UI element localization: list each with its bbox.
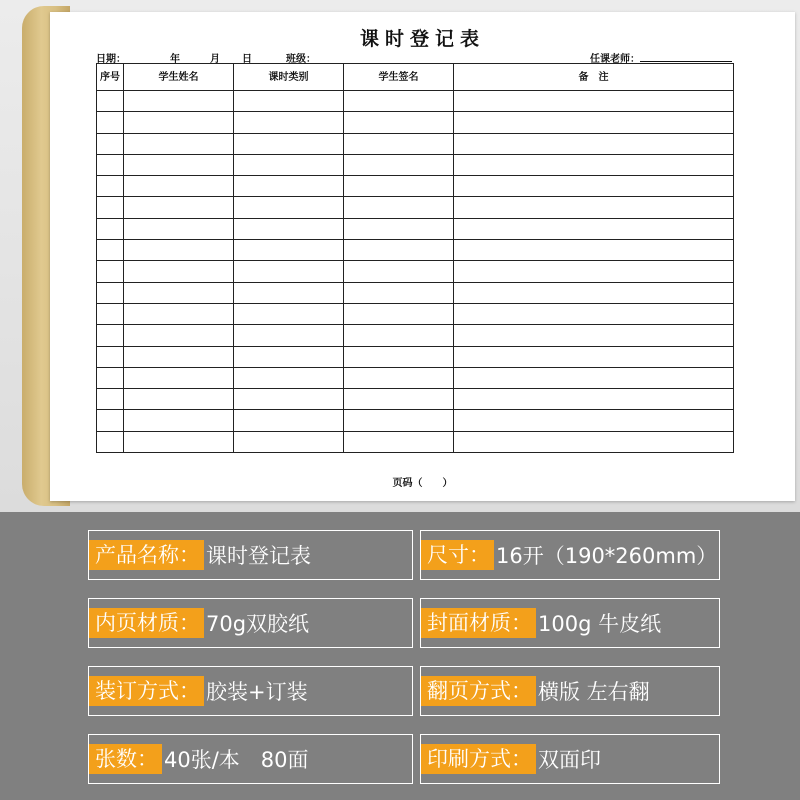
table-cell <box>124 240 234 261</box>
spec-value: 胶装+订装 <box>206 680 308 704</box>
table-cell <box>234 367 344 388</box>
table-row <box>97 112 734 133</box>
table-cell <box>344 346 454 367</box>
table-cell <box>344 91 454 112</box>
spec-value: 课时登记表 <box>206 544 311 568</box>
spec-sheet-count <box>88 734 413 784</box>
spec-page-turn <box>420 666 720 716</box>
table-cell <box>234 282 344 303</box>
spec-size <box>420 530 720 580</box>
table-cell <box>344 303 454 324</box>
table-cell <box>234 218 344 239</box>
table-row <box>97 410 734 431</box>
teacher-label-text: 任课老师： <box>590 54 640 65</box>
table-cell <box>454 261 734 282</box>
spec-binding-method <box>88 666 413 716</box>
table-cell <box>344 154 454 175</box>
table-cell <box>97 389 124 410</box>
table-cell <box>234 303 344 324</box>
col-header-number: 序号 <box>97 64 124 91</box>
table-row <box>97 325 734 346</box>
spec-label: 产品名称： <box>89 540 204 570</box>
table-cell <box>124 389 234 410</box>
spec-label: 翻页方式： <box>421 676 536 706</box>
table-cell <box>124 218 234 239</box>
col-header-student-signature: 学生签名 <box>344 64 454 91</box>
table-cell <box>344 112 454 133</box>
table-cell <box>234 431 344 452</box>
table-row <box>97 389 734 410</box>
spec-label: 封面材质： <box>421 608 536 638</box>
table-row <box>97 261 734 282</box>
table-cell <box>124 282 234 303</box>
table-cell <box>234 176 344 197</box>
date-label: 日期： <box>96 54 126 65</box>
page-number-label: 页码（ ） <box>392 478 453 489</box>
table-cell <box>97 240 124 261</box>
table-cell <box>344 240 454 261</box>
spec-value: 70g双胶纸 <box>206 612 310 636</box>
form-title: 课时登记表 <box>359 28 485 50</box>
table-cell <box>454 91 734 112</box>
table-row <box>97 346 734 367</box>
register-table <box>96 63 734 453</box>
table-cell <box>124 325 234 346</box>
table-cell <box>97 261 124 282</box>
table-cell <box>234 346 344 367</box>
table-cell <box>454 176 734 197</box>
table-cell <box>344 197 454 218</box>
spec-cover-paper <box>420 598 720 648</box>
spec-label: 尺寸： <box>421 540 494 570</box>
spec-label: 张数： <box>89 744 162 774</box>
table-cell <box>234 154 344 175</box>
col-header-student-name: 学生姓名 <box>124 64 234 91</box>
table-cell <box>97 325 124 346</box>
table-row <box>97 133 734 154</box>
table-cell <box>97 282 124 303</box>
table-cell <box>454 389 734 410</box>
table-cell <box>124 261 234 282</box>
table-cell <box>344 176 454 197</box>
table-cell <box>124 154 234 175</box>
table-row <box>97 154 734 175</box>
table-row <box>97 218 734 239</box>
table-cell <box>97 303 124 324</box>
table-cell <box>454 218 734 239</box>
table-cell <box>454 410 734 431</box>
table-cell <box>234 389 344 410</box>
table-cell <box>124 410 234 431</box>
table-row <box>97 197 734 218</box>
col-header-remarks: 备 注 <box>454 64 734 91</box>
table-cell <box>97 410 124 431</box>
table-cell <box>234 112 344 133</box>
table-row <box>97 431 734 452</box>
table-cell <box>344 325 454 346</box>
table-row <box>97 176 734 197</box>
day-label: 日 <box>242 54 252 65</box>
table-cell <box>454 112 734 133</box>
table-cell <box>344 410 454 431</box>
table-header-row <box>97 64 734 91</box>
table-cell <box>454 197 734 218</box>
table-cell <box>124 176 234 197</box>
form-sheet <box>50 12 795 501</box>
table-cell <box>124 112 234 133</box>
table-cell <box>234 91 344 112</box>
table-cell <box>344 389 454 410</box>
table-cell <box>97 218 124 239</box>
spec-value: 横版 左右翻 <box>538 680 650 704</box>
table-cell <box>344 133 454 154</box>
spec-value: 双面印 <box>538 748 601 772</box>
table-cell <box>234 133 344 154</box>
spec-value: 100g 牛皮纸 <box>538 612 662 636</box>
table-cell <box>454 367 734 388</box>
table-cell <box>97 197 124 218</box>
table-body <box>97 91 734 453</box>
table-cell <box>124 197 234 218</box>
table-cell <box>234 197 344 218</box>
table-cell <box>124 367 234 388</box>
spec-label: 装订方式： <box>89 676 204 706</box>
table-cell <box>97 431 124 452</box>
table-cell <box>124 91 234 112</box>
table-cell <box>124 133 234 154</box>
table-cell <box>234 325 344 346</box>
month-label: 月 <box>210 54 220 65</box>
teacher-blank-line <box>640 52 732 62</box>
table-cell <box>234 261 344 282</box>
table-cell <box>454 325 734 346</box>
class-label: 班级： <box>286 54 316 65</box>
table-row <box>97 91 734 112</box>
table-cell <box>124 303 234 324</box>
table-cell <box>454 154 734 175</box>
spec-label: 印刷方式： <box>421 744 536 774</box>
table-cell <box>97 176 124 197</box>
year-label: 年 <box>170 54 180 65</box>
spec-value: 40张/本 80面 <box>164 748 309 772</box>
table-cell <box>454 240 734 261</box>
table-cell <box>454 133 734 154</box>
table-cell <box>97 91 124 112</box>
table-cell <box>454 282 734 303</box>
table-cell <box>344 367 454 388</box>
spec-value: 16开（190*260mm） <box>496 544 718 568</box>
table-cell <box>234 240 344 261</box>
table-row <box>97 367 734 388</box>
table-cell <box>344 218 454 239</box>
table-cell <box>97 367 124 388</box>
table-cell <box>234 410 344 431</box>
table-cell <box>97 346 124 367</box>
table-row <box>97 240 734 261</box>
spec-product-name <box>88 530 413 580</box>
col-header-class-type: 课时类别 <box>234 64 344 91</box>
table-cell <box>454 431 734 452</box>
table-cell <box>454 303 734 324</box>
table-cell <box>124 346 234 367</box>
table-cell <box>344 431 454 452</box>
table-row <box>97 282 734 303</box>
table-cell <box>97 112 124 133</box>
spec-label: 内页材质： <box>89 608 204 638</box>
table-cell <box>124 431 234 452</box>
table-cell <box>97 133 124 154</box>
table-cell <box>344 261 454 282</box>
table-cell <box>344 282 454 303</box>
spec-inner-paper <box>88 598 413 648</box>
spec-print-method <box>420 734 720 784</box>
table-row <box>97 303 734 324</box>
table-cell <box>454 346 734 367</box>
table-cell <box>97 154 124 175</box>
